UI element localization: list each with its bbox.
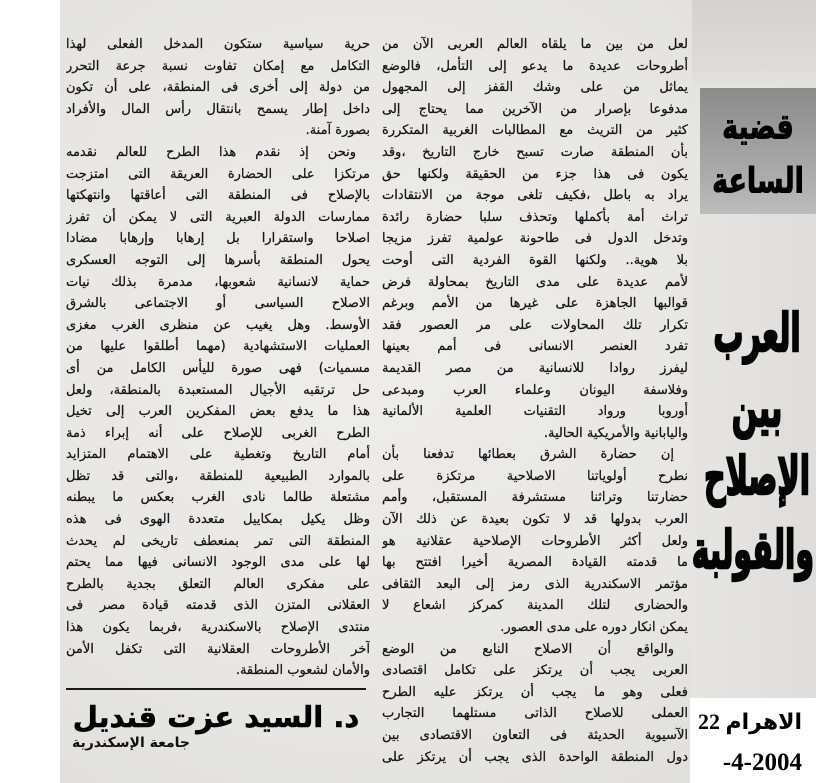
article-column-right	[382, 34, 688, 768]
kicker-box	[700, 88, 816, 214]
kicker-line: قضية	[722, 107, 794, 148]
article-line: حل ترتقبه الأجيال المستعبدة بالمنطقة، ولعل	[66, 382, 370, 398]
article-line: الأوسط. وهل يغيب عن منظرى الغرب مغزى	[66, 317, 370, 333]
article-line: يحول المنطقة بأسرها إلى التوجه العسكرى	[66, 252, 370, 268]
article-line: تفرد العنصر الانسانى فى أمم بعينها	[382, 339, 688, 355]
article-line: ولعل أكثر الأطروحات الإصلاحية عقلانية هو	[382, 533, 688, 549]
article-line: بالإصلاح فى المنطقة التى أعاقتها وانتهكتها	[66, 188, 370, 204]
article-line: لأمم عديدة على مدى التاريخ بمحاولة فرض	[382, 274, 688, 290]
article-line: والواقع أن الاصلاح النابع من الوضع	[382, 641, 674, 657]
article-line: وظل يكيل بمكاييل متعددة الهوى فى هذه	[66, 512, 370, 528]
article-line: هذا ما يدفع بعض المفكرين العرب إلى تخيل	[66, 404, 370, 420]
article-line: داخل إطار يسمح بانتقال رأس المال والأفراد	[66, 101, 370, 117]
article-line: المنطقة التى تمر بمنعطف تاريخى لم يحدث	[66, 533, 370, 549]
article-line: يكون فى هذا جزء من الحقيقة ولكنها حق	[382, 166, 688, 182]
article-paragraph	[66, 34, 370, 142]
article-line: حماية لانسانية شعوبها، مدمرة بذلك نيات	[66, 274, 370, 290]
article-line: والأمان لشعوب المنطقة.	[235, 663, 370, 679]
author-name: د. السيد عزت قنديل	[72, 700, 360, 734]
article-line: من دولة إلى أخرى فى المنطقة، على أن تكون	[66, 80, 370, 96]
headline-word: بين	[731, 378, 783, 440]
article-line: ونحن إذ نقدم هذا الطرح للعالم نقدمه	[66, 144, 356, 160]
source-name-day: الاهرام 22	[697, 709, 802, 734]
article-line: حرية سياسية ستكون المدخل الفعلى لهذا	[66, 37, 370, 52]
article-line: اصلاحا واستقرارا بل إرهابا وإرهابا مضادا	[66, 231, 370, 247]
article-line: لعل من بين ما يلقاه العالم العربى الآن من	[382, 37, 688, 52]
article-line: ليفرز روادا للانسانية من مصر القديمة	[382, 360, 688, 376]
article-line: مشتعلة طالما نادى الغرب بعكس ما يبطنه	[66, 490, 370, 506]
article-line: بالموارد الطبيعية للمنطقة ،والتى قد تظل	[66, 468, 370, 484]
kicker-line: الساعة	[712, 161, 804, 202]
article-line: أمام التاريخ وتغطية على الاهتمام المتزايد	[66, 447, 370, 463]
article-line: لها على مدى الوجود الانسانى فيها مما يحتم	[66, 555, 370, 571]
article-line: أوروبا ورواد التقنيات العلمية الألمانية	[382, 404, 688, 420]
author-affiliation: جامعة الإسكندرية	[72, 735, 191, 751]
article-line: فعلى وهو ما يجب أن يرتكز عليه الطرح	[382, 684, 688, 700]
headline-word: الإصلاح	[703, 446, 810, 508]
article-line: الآسيوية الحديثة فى التعاون الاقتصادى بين	[382, 728, 688, 743]
article-line: بلا هوية.. ولكنها القوة الفردية التى أوحت	[382, 252, 688, 268]
article-line: منتدى الإصلاح بالاسكندرية ،فربما يكون هذا	[66, 620, 370, 636]
article-line: العملى للاصلاح الذاتى مستلهما التجارب	[382, 706, 688, 722]
article-line: وفلاسفة اليونان وعلماء العرب ومبدعى	[382, 382, 688, 398]
article-line: العرب بدولها قد لا تكون بعيدة عن ذلك الآن	[382, 512, 688, 528]
headline-word: والقولبة	[691, 520, 814, 582]
article-line: على مفكرى العالم التعلق بجدية بالطرح	[66, 576, 370, 592]
source-date-label	[690, 698, 816, 783]
article-line: مدفوعا بإصرار من الآخرين مما يحتاج إلى	[382, 101, 688, 117]
article-line: مرتكزا على الحضارة العريقة التى امتزجت	[66, 166, 370, 182]
article-line: الاصلاح السياسى أو الاجتماعى بالشرق	[66, 296, 370, 312]
article-column-left	[66, 34, 370, 682]
adjacent-article-fragment	[692, 0, 816, 86]
source-month-year: -4-2004	[722, 749, 802, 776]
article-line: وتدخل الدول فى طاحونة عولمية تفرز مزيجا	[382, 231, 688, 247]
article-line: العربى يجب أن يرتكز على تكامل اقتصادى	[382, 663, 688, 679]
article-line: يمكن انكار دوره على مدى العصور.	[500, 620, 688, 636]
article-paragraph	[382, 639, 688, 769]
headline-word: العرب	[713, 303, 801, 365]
article-line: بأن المنطقة صارت تسبح خارج التاريخ ،وقد	[382, 144, 688, 160]
byline-divider	[66, 688, 366, 690]
article-line: ما قدمته القيادة المصرية أخيرا افتتح بها	[382, 555, 688, 571]
article-line: الطرح الغربى للإصلاح على أنه إبراء ذمة	[66, 425, 370, 441]
article-line: نطرح أولوياتنا الاصلاحية مرتكزة على	[382, 468, 688, 484]
article-line: إن حضارة الشرق بعطائها تدفعنا بأن	[382, 447, 674, 463]
article-line: أطروحات عديدة ما يدعو إلى التأمل، فالوضع	[382, 58, 688, 74]
article-line: قوالبها الجاهزة على غيرها من الأمم وبرغم	[382, 296, 688, 312]
article-line: تراث أمة بأكملها وتحذف سلبا حضارة رائدة	[382, 209, 688, 225]
article-line: بصورة آمنة.	[305, 123, 370, 139]
article-line: كثير من التريث مع المطالبات الغربية المتكررة	[382, 123, 688, 139]
article-line: يماثل من على وشك القفز إلى المجهول	[382, 80, 688, 96]
article-line: حضارتنا وتراثنا مستشرفة المستقبل، وأمم	[382, 490, 688, 506]
article-line: العقلانى المتزن الذى قدمته قيادة مصر فى	[66, 598, 370, 614]
article-line: العمليات الاستشهادية (مهما أطلقوا عليها من	[66, 339, 370, 355]
article-line: ممارسات الدولة العبرية التى لا يمكن أن تفرز	[66, 209, 370, 225]
article-paragraph	[66, 142, 370, 682]
article-paragraph	[382, 444, 688, 638]
article-line: آخر الأطروحات العقلانية التى تكفل الأمن	[66, 641, 370, 657]
article-line: تكرار تلك المحاولات على مر العصور فقد	[382, 317, 688, 333]
article-line: واليابانية والأمريكية الحالية.	[543, 425, 688, 441]
article-line: مؤتمر الاسكندرية الذى رمز إلى البعد الثقافى	[382, 576, 688, 592]
article-line: يراد به باطل ،فكيف تلغى موجة من الانتقادات	[382, 188, 688, 204]
article-line: التكامل مع إمكان تفاوت نسبة جرعة التحرر	[66, 58, 370, 74]
article-line: دول المنطقة الواحدة الذى يجب أن يرتكز على	[382, 749, 688, 765]
article-line: والحضارى لتلك المدينة كمركز اشعاع لا	[382, 598, 688, 614]
article-paragraph	[382, 34, 688, 444]
article-line: مسميات) فهى صورة لليأس الكامل من أى	[66, 360, 370, 376]
